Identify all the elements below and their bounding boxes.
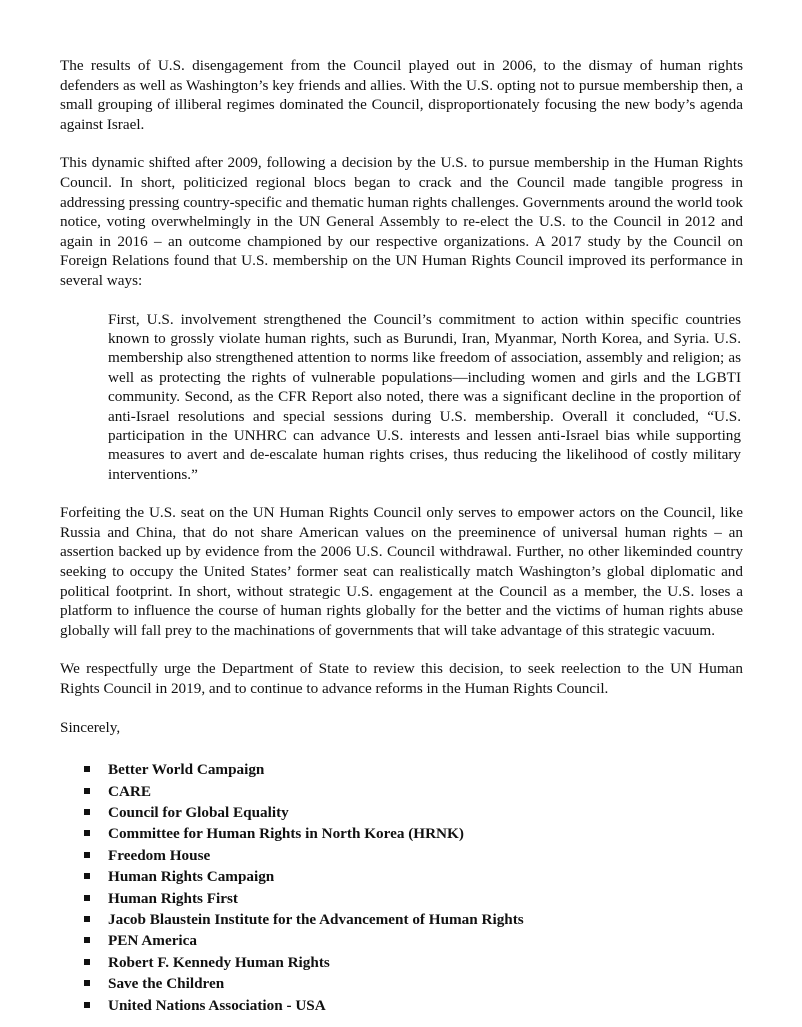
signatory-item [82,781,743,802]
signatory-item [82,802,743,823]
signatory-name: PEN America [108,932,197,950]
signatory-name: United Nations Association - USA [108,996,326,1014]
square-bullet-icon [84,916,90,922]
closing-sincerely: Sincerely, [60,718,121,736]
signatory-name: CARE [108,782,152,800]
square-bullet-icon [84,980,90,986]
signatory-item [82,845,743,866]
square-bullet-icon [84,830,90,836]
signatory-item [82,866,743,887]
signatory-list [60,759,743,1016]
signatory-item [82,909,743,930]
signatory-item [82,973,743,994]
signatory-name: Freedom House [108,846,211,864]
paragraph-forfeiting-seat: Forfeiting the U.S. seat on the UN Human Rights Council only serves to empower actors on the Council, like Russia and China, that do not share American values on the preeminence of universal human rights – an assertion backed up by evidence from the 2006 U.S. Council withdrawal. Further, no other likeminded country seeking to occupy the United States’ former seat can realistically match Washington’s global diplomatic and political footprint. In short, without strategic U.S. engagement at the Council as a member, the U.S. loses a platform to influence the course of human rights globally for the better and the victims of human rights abuse globally will fall prey to the machinations of governments that will take advantage of this strategic vacuum. [60,504,743,639]
signatory-item [82,759,743,780]
signatory-name: Council for Global Equality [108,803,289,821]
square-bullet-icon [84,766,90,772]
paragraph-2006-disengagement: The results of U.S. disengagement from the Council played out in 2006, to the dismay of human rights defenders as well as Washington’s key friends and allies. With the U.S. opting not to pursue membership then, a small grouping of illiberal regimes dominated the Council, disproportionately focusing the new body’s agenda against Israel. [60,57,743,133]
signatory-item [82,995,743,1016]
block-quote-cfr-report: First, U.S. involvement strengthened the Council’s commitment to action within specific countries known to grossly violate human rights, such as Burundi, Iran, Myanmar, North Korea, and Syria. U.S. membership also strengthened attention to norms like freedom of association, assembly and religion; as well as protecting the rights of vulnerable populations—including women and girls and the LGBTI community. Second, as the CFR Report also noted, there was a significant decline in the proportion of anti-Israel resolutions and special sessions during U.S. membership. Overall it concluded, “U.S. participation in the UNHRC can advance U.S. interests and lessen anti-Israel bias while supporting measures to avert and de-escalate human rights crises, thus reducing the likelihood of costly military interventions.” [108,310,741,483]
square-bullet-icon [84,1002,90,1008]
paragraph-2009-shift: This dynamic shifted after 2009, following a decision by the U.S. to pursue membership in the Human Rights Council. In short, politicized regional blocs began to crack and the Council made tangible progress in addressing pressing country-specific and thematic human rights challenges. Governments around the world took notice, voting overwhelmingly in the UN General Assembly to re-elect the U.S. to the Council in 2012 and again in 2016 – an outcome championed by our respective organizations. A 2017 study by the Council on Foreign Relations found that U.S. membership on the UN Human Rights Council improved its performance in several ways: [60,154,743,289]
signatory-item [82,888,743,909]
square-bullet-icon [84,895,90,901]
signatory-name: Robert F. Kennedy Human Rights [108,953,330,971]
signatory-name: Better World Campaign [108,761,265,779]
square-bullet-icon [84,788,90,794]
signatory-name: Save the Children [108,975,225,993]
signatory-item [82,823,743,844]
square-bullet-icon [84,959,90,965]
square-bullet-icon [84,873,90,879]
square-bullet-icon [84,809,90,815]
paragraph-request: We respectfully urge the Department of State to review this decision, to seek reelection to the UN Human Rights Council in 2019, and to continue to advance reforms in the Human Rights Council. [60,660,743,697]
signatory-name: Jacob Blaustein Institute for the Advancement of Human Rights [108,910,524,928]
signatory-name: Human Rights First [108,889,238,907]
signatory-item [82,930,743,951]
square-bullet-icon [84,852,90,858]
letter-page [60,56,743,1016]
signatory-name: Committee for Human Rights in North Korea (HRNK) [108,825,464,843]
square-bullet-icon [84,937,90,943]
signatory-item [82,952,743,973]
signatory-name: Human Rights Campaign [108,868,275,886]
